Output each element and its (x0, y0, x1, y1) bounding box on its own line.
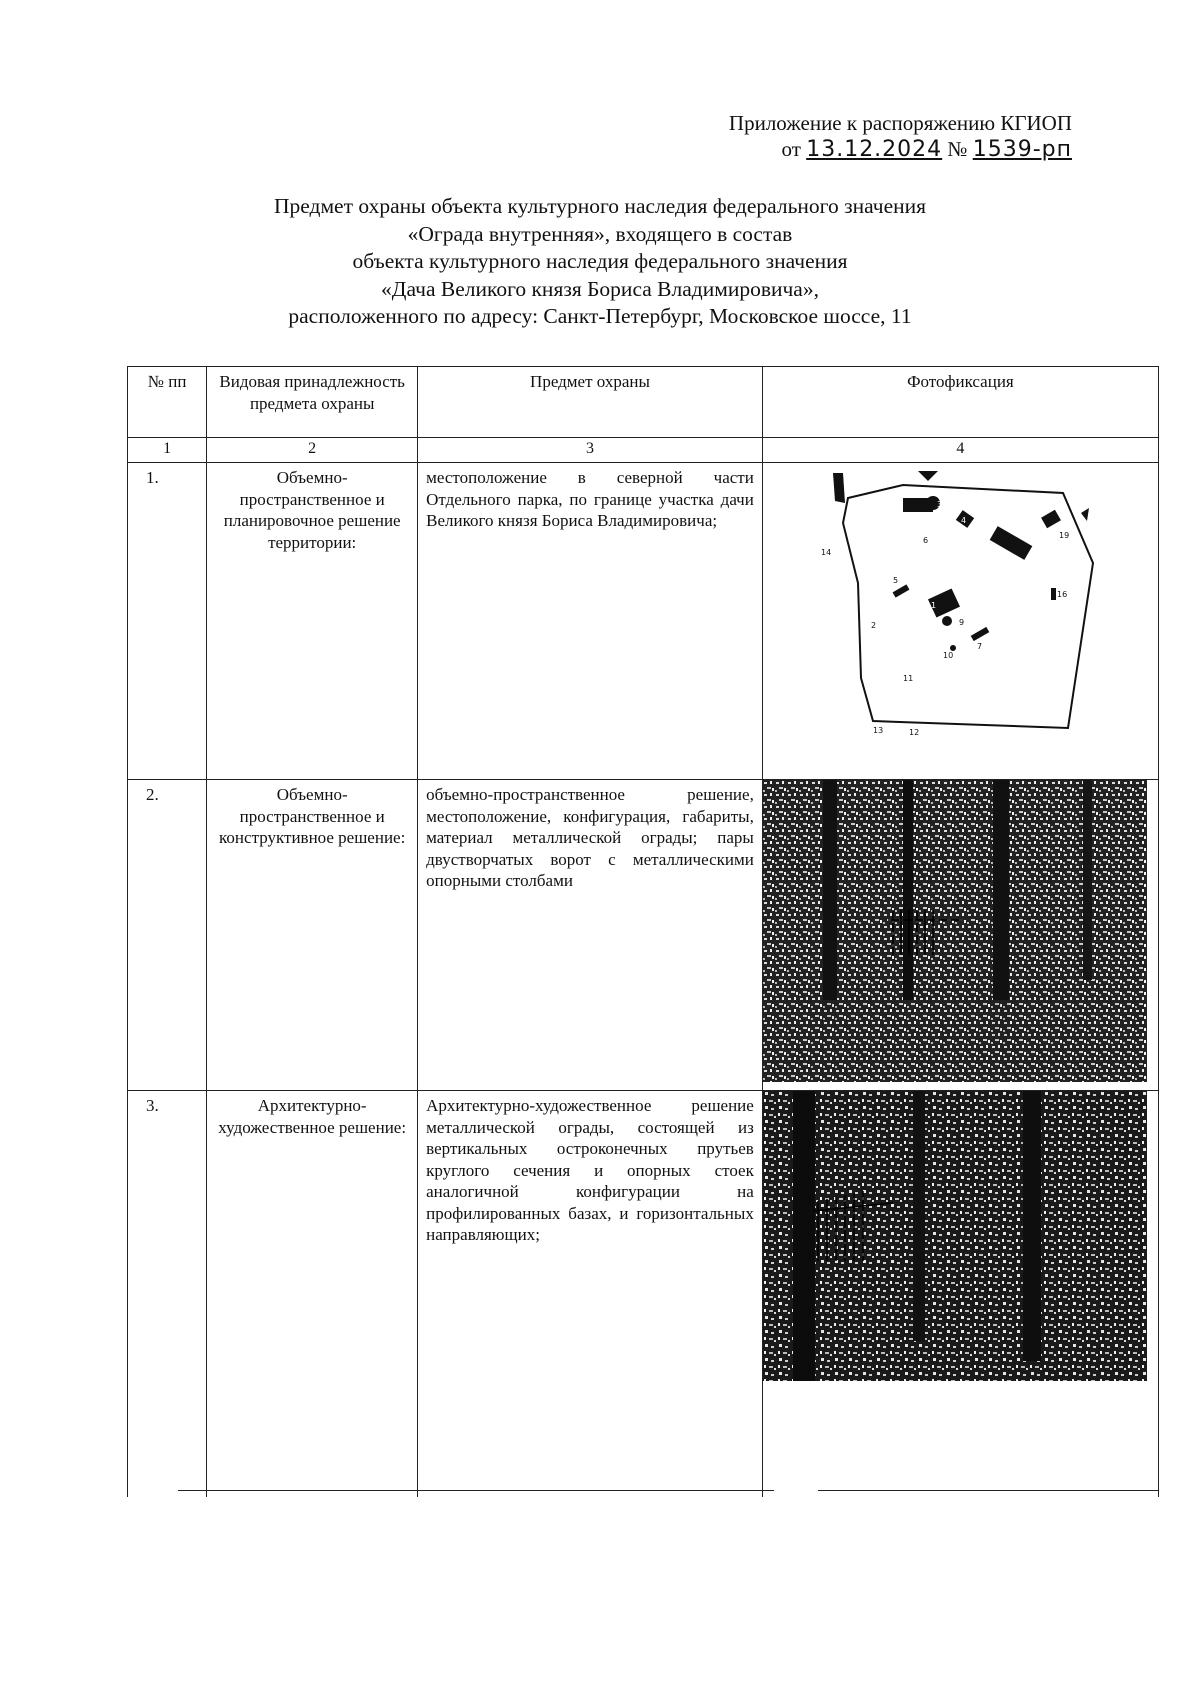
title-line-5: расположенного по адресу: Санкт-Петербург, Московское шоссе, 11 (288, 304, 912, 328)
plan-label: 1 (930, 601, 936, 610)
row-subject: местоположение в северной части Отдельного парка, по границе участка дачи Великого князя Бориса Владимировича; (418, 463, 763, 780)
table-row (128, 463, 1159, 780)
table-header-row (128, 367, 1159, 438)
plan-label: 12 (908, 728, 920, 737)
index-cell: 4 (762, 438, 1158, 463)
attachment-line: Приложение к распоряжению КГИОП (728, 111, 1072, 135)
attachment-date-number (729, 136, 1072, 163)
header-num: № пп (128, 367, 207, 438)
attachment-number: 1539-рп (972, 137, 1072, 162)
site-plan-image (763, 463, 1147, 763)
title-line-4: «Дача Великого князя Бориса Владимировича», (381, 276, 819, 301)
attachment-date: 13.12.2024 (806, 137, 943, 162)
bottom-rule (818, 1490, 1158, 1491)
index-cell: 1 (128, 438, 207, 463)
row-kind: Объемно-пространственное и планировочное решение территории: (207, 463, 418, 780)
from-prefix: от (781, 137, 801, 161)
index-cell: 3 (418, 438, 763, 463)
title-line-1: Предмет охраны объекта культурного наследия федерального значения (273, 194, 927, 218)
document-title (150, 193, 1050, 331)
protection-table (127, 366, 1159, 1497)
title-line-2: «Ограда внутренняя», входящего в состав (407, 221, 793, 246)
row-number: 3. (128, 1091, 207, 1498)
row-number: 1. (128, 463, 207, 780)
header-kind: Видовая принадлежность предмета охраны (207, 367, 418, 438)
row-subject: объемно-пространственное решение, местоположение, конфигурация, габариты, материал металлической ограды; пары двустворчатых ворот с металлическими опорными столбами (418, 780, 763, 1091)
plan-label: 19 (1058, 531, 1070, 540)
row-number: 2. (128, 780, 207, 1091)
fence-photo-2 (763, 1091, 1147, 1381)
plan-label: 4 (960, 516, 966, 525)
site-plan-cell (762, 463, 1158, 780)
row-kind: Архитектурно-художественное решение: (207, 1091, 418, 1498)
plan-label: 16 (1056, 590, 1068, 599)
plan-label: 14 (820, 548, 832, 557)
plan-label: 7 (976, 642, 982, 651)
plan-label: 5 (892, 576, 898, 585)
plan-label: 11 (902, 674, 914, 683)
fence-photo-1 (763, 780, 1147, 1082)
plan-label: 13 (872, 726, 884, 735)
table-row (128, 780, 1159, 1091)
plan-label: 3 (936, 500, 942, 509)
header-photo: Фотофиксация (762, 367, 1158, 438)
bottom-rule (178, 1490, 774, 1491)
plan-label: 9 (958, 618, 964, 627)
index-cell: 2 (207, 438, 418, 463)
row-kind: Объемно-пространственное и конструктивное решение: (207, 780, 418, 1091)
photo-cell (762, 1091, 1158, 1498)
photo-cell (762, 780, 1158, 1091)
number-prefix: № (947, 137, 968, 161)
title-line-3: объекта культурного наследия федерального значения (352, 249, 848, 273)
header-subject: Предмет охраны (418, 367, 763, 438)
table-index-row (128, 438, 1159, 463)
table-row (128, 1091, 1159, 1498)
attachment-header (729, 110, 1072, 163)
plan-label: 6 (922, 536, 928, 545)
plan-label: 10 (942, 651, 954, 660)
plan-label: 2 (870, 621, 876, 630)
row-subject: Архитектурно-художественное решение металлической ограды, состоящей из вертикальных остроконечных прутьев круглого сечения и опорных стоек аналогичной конфигурации на профилированных базах, и горизонтальных направляющих; (418, 1091, 763, 1498)
